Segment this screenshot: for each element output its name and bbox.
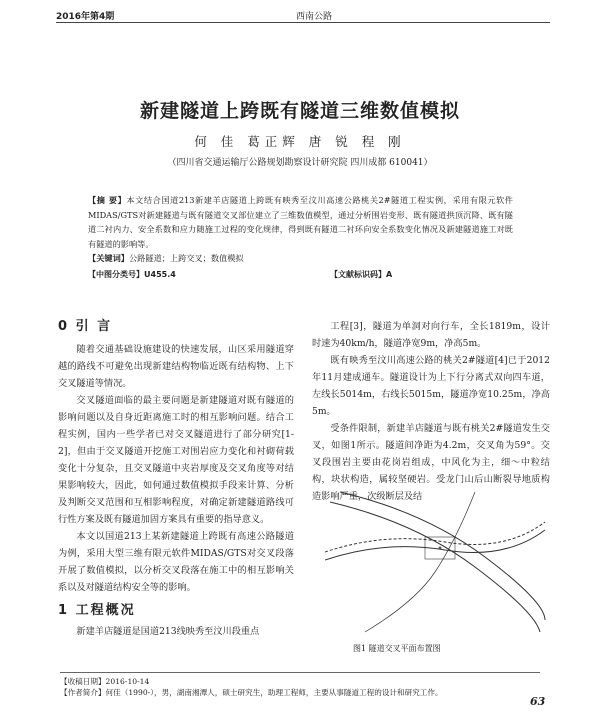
existing-tunnel-left	[330, 502, 540, 632]
new-tunnel-line	[325, 530, 545, 560]
journal-name: 西南公路	[296, 12, 333, 22]
section-0-heading: 0 引 言	[58, 319, 113, 334]
existing-tunnel-right	[340, 492, 545, 620]
paragraph: 新建羊店隧道是国道213线映秀至汶川段重点	[76, 626, 260, 637]
crossing-point	[439, 547, 442, 550]
abstract-text: 本文结合国道213新建羊店隧道上跨既有映秀至汶川高速公路桃关2#隧道工程实例，采用有限元软件MIDAS/GTS对新建隧道与既有隧道交叉部位建立了三维数值模型，通过分析围岩变形、既有隧道拱顶沉降、既有隧道二衬内力、安全系数和应力随施工过程的变化规律，得到既有隧道二衬环向安全系数变化情况及新建隧道施工对既有隧道的影响等。	[88, 195, 513, 249]
alignment-line	[365, 492, 475, 632]
clc-value: U455.4	[144, 270, 176, 279]
paragraph: 既有映秀至汶川高速公路的桃关2#隧道[4]已于2012年11月建成通车。隧道设计为上下行分离式双向四车道，左线长5014m，右线长5015m，隧道净宽10.25m，净高5m。	[312, 355, 550, 417]
author-bio: 【作者简介】何佳（1990-），男，湖南湘潭人，硕士研究生，助理工程师，主要从事隧道工程的设计和研究工作。	[60, 688, 443, 697]
paragraph: 工程[3]，隧道为单洞对向行车，全长1819m，设计时速为40km/h，隧道净宽9m，净高5m。	[312, 321, 550, 349]
received-date: 【收稿日期】2016-10-14	[60, 677, 150, 686]
keywords: 公路隧道；上跨交叉；数值模拟	[128, 253, 244, 264]
affiliation: （四川省交通运输厅公路规划勘察设计研究院 四川成都 610041）	[167, 158, 433, 168]
figure-caption: 图1 隧道交叉平面布置图	[353, 644, 441, 653]
paper-title: 新建隧道上跨既有隧道三维数值模拟	[139, 100, 460, 122]
authors: 何 佳 葛正辉 唐 锐 程 刚	[194, 134, 406, 149]
running-header	[56, 6, 550, 23]
paragraph: 随着交通基础设施建设的快速发展，山区采用隧道穿越的路线不可避免出现新建结构物临近既有结构物、上下交叉隧道等情况。	[58, 344, 294, 389]
page-number: 63	[530, 695, 546, 708]
paragraph: 本文以国道213上某新建隧道上跨既有高速公路隧道为例，采用大型三维有限元软件MIDAS/GTS对交叉段落开展了数值模拟，以分析交叉段落在施工中的相互影响关系以及对隧道结构安全等的影响。	[58, 531, 294, 593]
paragraph: 受条件限制，新建羊店隧道与既有桃关2#隧道发生交叉，如图1所示。隧道间净距为4.2m，交叉角为59°。交叉段围岩主要由花岗岩组成，中风化为主，细～中粒结构，块状构造，属较坚硬岩。受龙门山后山断裂导地质构造影响严重，次级断层及结	[312, 423, 550, 502]
doc-code-line	[330, 269, 392, 280]
tunnel-crossing-figure	[325, 482, 547, 640]
keywords-label: 【关键词】	[88, 253, 129, 264]
doc-value: A	[386, 270, 393, 279]
doc-label: 【文献标识码】	[330, 270, 386, 279]
paragraph: 交叉隧道面临的最主要问题是新建隧道对既有隧道的影响问题以及自身近距离施工时的相互影响问题。结合工程实例，国内一些学者已对交叉隧道进行了部分研究[1-2]，但由于交叉隧道开挖施工对围岩应力变化和衬砌荷载变化十分复杂，且交叉隧道中夹岩厚度及交叉角度等对结果影响较大，因此，如何通过数值模拟手段来计算、分析及判断交叉范围和互相影响程度，对确定新建隧道路线可行性方案及既有隧道加固方案具有重要的指导意义。	[58, 395, 294, 525]
abstract-label: 【摘 要】	[88, 195, 127, 205]
abstract	[88, 193, 513, 266]
clc-label: 【中图分类号】	[88, 270, 144, 279]
footnote	[60, 672, 540, 698]
issue-label: 2016年第4期	[56, 12, 115, 22]
left-column	[58, 318, 294, 640]
right-column	[312, 318, 550, 505]
clc-line	[88, 269, 176, 280]
section-1-heading: 1 工程概况	[58, 603, 136, 618]
